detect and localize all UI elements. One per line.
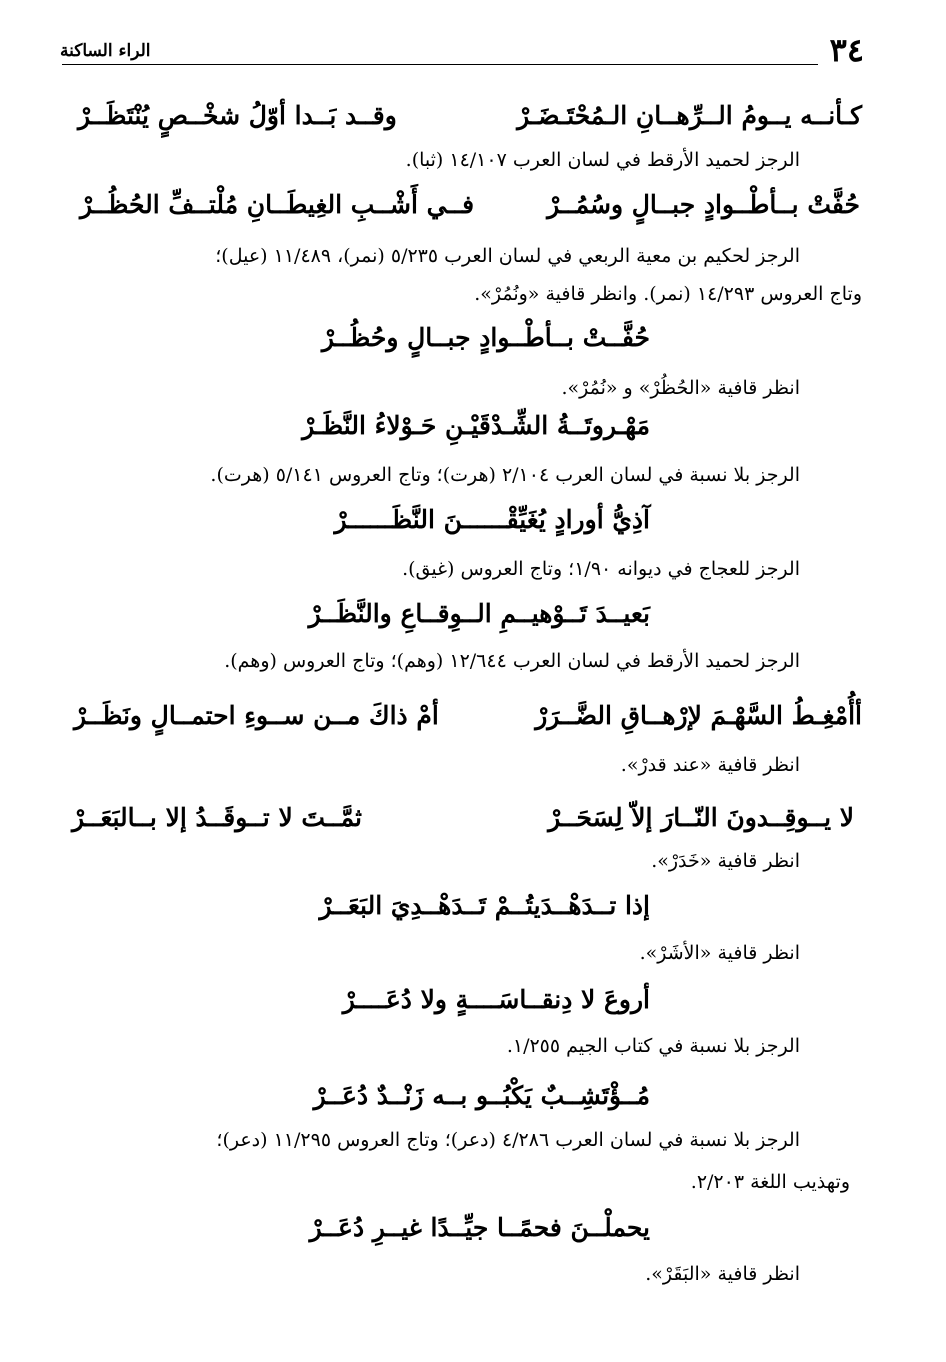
reference-text: انظر قافية «الأشَرْ». [639, 942, 800, 964]
verse-line: مَهْـروتَــةُ الشِّـدْقَيْـنِ حَـوْلاءُ النَّظَـرْ [302, 411, 650, 440]
verse-first-hemistich: حُفَّتْ بــأطْــوادٍ جبــالٍ وسُمُــرْ [547, 190, 860, 219]
verse-line: حُفَّــتْ بــأطْــوادٍ جبــالٍ وحُظُــرْ [321, 323, 650, 352]
verse-second-hemistich: فــي أَشْــبِ الغِيطَــانِ مُلْتــفِّ الحُظُــرْ [80, 190, 475, 219]
running-title: الراء الساكنة [60, 41, 151, 61]
verse-first-hemistich: أأُمْغِـطُ السَّهْـمَ لإرْهــاقِ الضَّــرَرْ [535, 701, 862, 730]
reference-text: الرجز لحكيم بن معية الربعي في لسان العرب ٥/٢٣٥ (نمر)، ١١/٤٨٩ (عيل)؛ [215, 245, 800, 267]
reference-text: الرجز بلا نسبة في لسان العرب ٢/١٠٤ (هرت)؛ وتاج العروس ٥/١٤١ (هرت). [210, 464, 800, 486]
reference-text: الرجز لحميد الأرقط في لسان العرب ١٤/١٠٧ (ثبا). [405, 149, 800, 171]
reference-text: وتهذيب اللغة ٢/٢٠٣. [690, 1171, 850, 1193]
verse-line: أروعَ لا دِنقــاسَــــةٍ ولا دُعَــــرْ [342, 985, 650, 1014]
verse-first-hemistich: لا يــوقِــدونَ النّــارَ إلاّ لِسَحَــرْ [548, 803, 854, 832]
verse-second-hemistich: أمْ ذاكَ مــن ســوءِ احتمــالٍ ونَظَــرْ [74, 701, 439, 730]
page-number: ٣٤ [829, 31, 864, 69]
verse-second-hemistich: ثمَّــتَ لا تــوقَــدُ إلا بــالبَعَــرْ [72, 803, 363, 832]
verse-line: مُــؤْتَشِــبٌ يَكْبُــو بــه زَنْــدٌ دُعَــرْ [313, 1081, 650, 1110]
verse-line: بَعيــدَ تَــوْهيــمِ الــوِقــاعِ والنَّظَــرْ [308, 599, 650, 628]
verse-line: يحملْــنَ فحمًــا جيِّــدًا غيــرِ دُعَــرْ [309, 1213, 650, 1242]
reference-text: انظر قافية «البَقَرْ». [645, 1263, 800, 1285]
reference-text: انظر قافية «عند قدرْ». [620, 754, 800, 776]
reference-text: الرجز لحميد الأرقط في لسان العرب ١٢/٦٤٤ (وهم)؛ وتاج العروس (وهم). [224, 650, 800, 672]
verse-second-hemistich: وقــد بَــدا أوّلُ شخْــصٍ يُنْتَظَــرْ [78, 101, 397, 130]
verse-first-hemistich: كـأنــه يــومُ الــرِّهــانِ الـمُحْتَـضَـرْ [517, 101, 862, 130]
reference-text: وتاج العروس ١٤/٢٩٣ (نمر). وانظر قافية «ونُمُرْ». [474, 283, 862, 305]
reference-text: الرجز بلا نسبة في كتاب الجيم ١/٢٥٥. [506, 1035, 800, 1057]
reference-text: انظر قافية «خَدَرْ». [651, 850, 800, 872]
reference-text: الرجز للعجاج في ديوانه ١/٩٠؛ وتاج العروس (غيق). [402, 558, 800, 580]
verse-line: آذِيُّ أورادٍ يُغَيِّقْــــــنَ النَّظَــــــرْ [334, 505, 650, 534]
reference-text: انظر قافية «الحُظُرْ» و «نُمُرْ». [561, 377, 800, 399]
header-rule [62, 64, 818, 65]
verse-line: إذا تــدَهْــدَيتُــمْ تَــدَهْــدِيَ البَعَــرْ [319, 891, 650, 920]
reference-text: الرجز بلا نسبة في لسان العرب ٤/٢٨٦ (دعر)؛ وتاج العروس ١١/٢٩٥ (دعر)؛ [216, 1129, 800, 1151]
